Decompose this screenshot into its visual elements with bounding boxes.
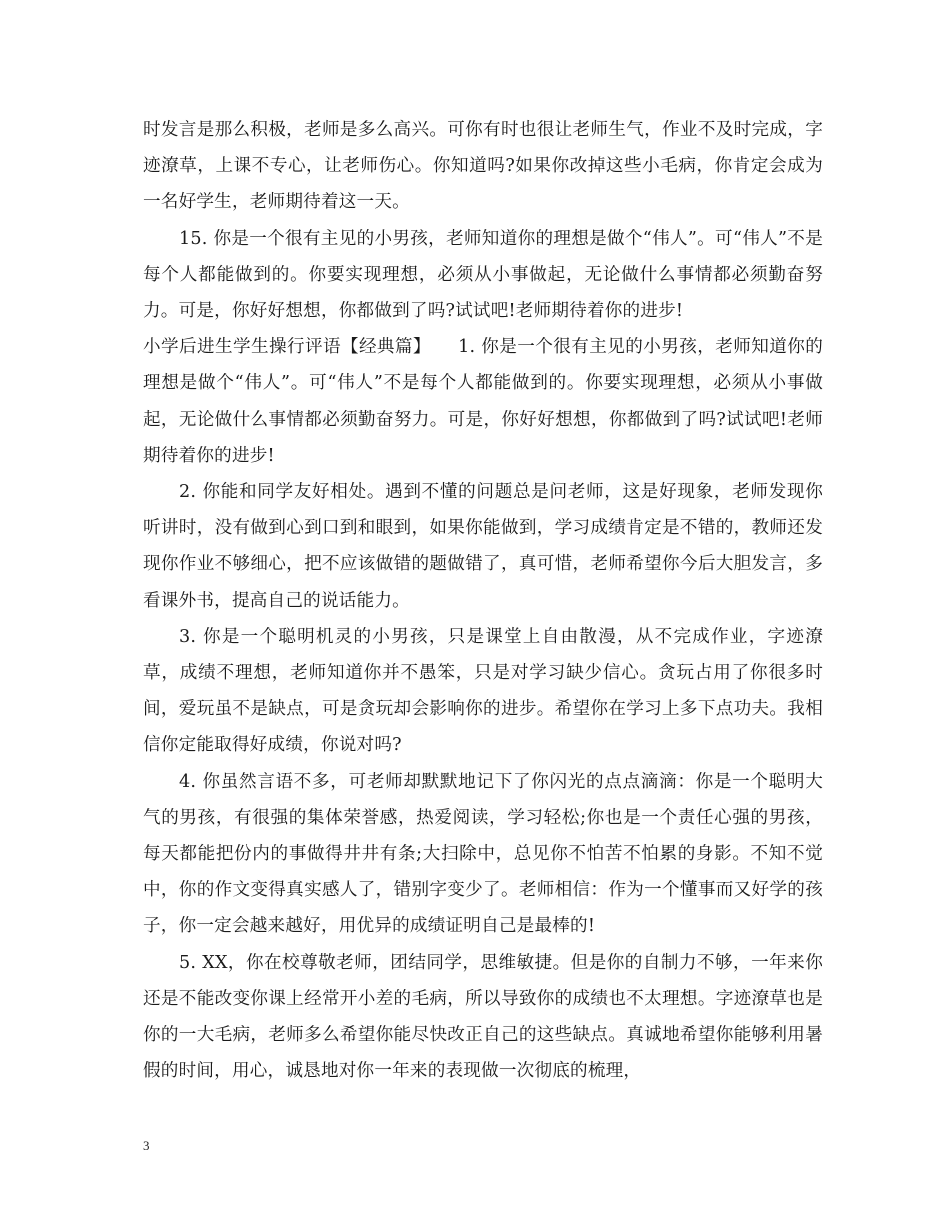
section-heading-paragraph: 小学后进生学生操行评语【经典篇】 1. 你是一个很有主见的小男孩，老师知道你的理想是做个“伟人”。可“伟人”不是每个人都能做到的。你要实现理想，必须从小事做起，无论做什么事情都必须勤奋努力。可是，你好好想想，你都做到了吗?试试吧!老师期待着你的进步! [143, 337, 823, 466]
paragraph-item-5: 5. XX，你在校尊敬老师，团结同学，思维敏捷。但是你的自制力不够，一年来你还是不能改变你课上经常开小差的毛病，所以导致你的成绩也不太理想。字迹潦草也是你的一大毛病，老师多么希望你能尽快改正自己的这些缺点。真诚地希望你能够利用暑假的时间，用心，诚恳地对你一年来的表现做一次彻底的梳理， [143, 952, 823, 1082]
paragraph-continuation: 时发言是那么积极，老师是多么高兴。可你有时也很让老师生气，作业不及时完成，字迹潦草，上课不专心，让老师伤心。你知道吗?如果你改掉这些小毛病，你肯定会成为一名好学生，老师期待着这一天。 [143, 120, 823, 213]
page-number: 3 [143, 1138, 150, 1153]
paragraph-item-4: 4. 你虽然言语不多，可老师却默默地记下了你闪光的点点滴滴：你是一个聪明大气的男孩，有很强的集体荣誉感，热爱阅读，学习轻松;你也是一个责任心强的男孩，每天都能把份内的事做得井井有条;大扫除中，总见你不怕苦不怕累的身影。不知不觉中，你的作文变得真实感人了，错别字变少了。老师相信：作为一个懂事而又好学的孩子，你一定会越来越好，用优异的成绩证明自己是最棒的! [143, 771, 823, 937]
paragraph-item-2: 2. 你能和同学友好相处。遇到不懂的问题总是问老师，这是好现象，老师发现你听讲时，没有做到心到口到和眼到，如果你能做到，学习成绩肯定是不错的，教师还发现你作业不够细心，把不应该做错的题做错了，真可惜，老师希望你今后大胆发言，多看课外书，提高自己的说话能力。 [143, 482, 823, 611]
paragraph-item-15: 15. 你是一个很有主见的小男孩，老师知道你的理想是做个“伟人”。可“伟人”不是每个人都能做到的。你要实现理想，必须从小事做起，无论做什么事情都必须勤奋努力。可是，你好好想想，你都做到了吗?试试吧!老师期待着你的进步! [143, 228, 823, 322]
document-body [143, 112, 823, 1089]
paragraph-item-3: 3. 你是一个聪明机灵的小男孩，只是课堂上自由散漫，从不完成作业，字迹潦草，成绩不理想，老师知道你并不愚笨，只是对学习缺少信心。贪玩占用了你很多时间，爱玩虽不是缺点，可是贪玩却会影响你的进步。希望你在学习上多下点功夫。我相信你定能取得好成绩，你说对吗? [143, 626, 823, 756]
